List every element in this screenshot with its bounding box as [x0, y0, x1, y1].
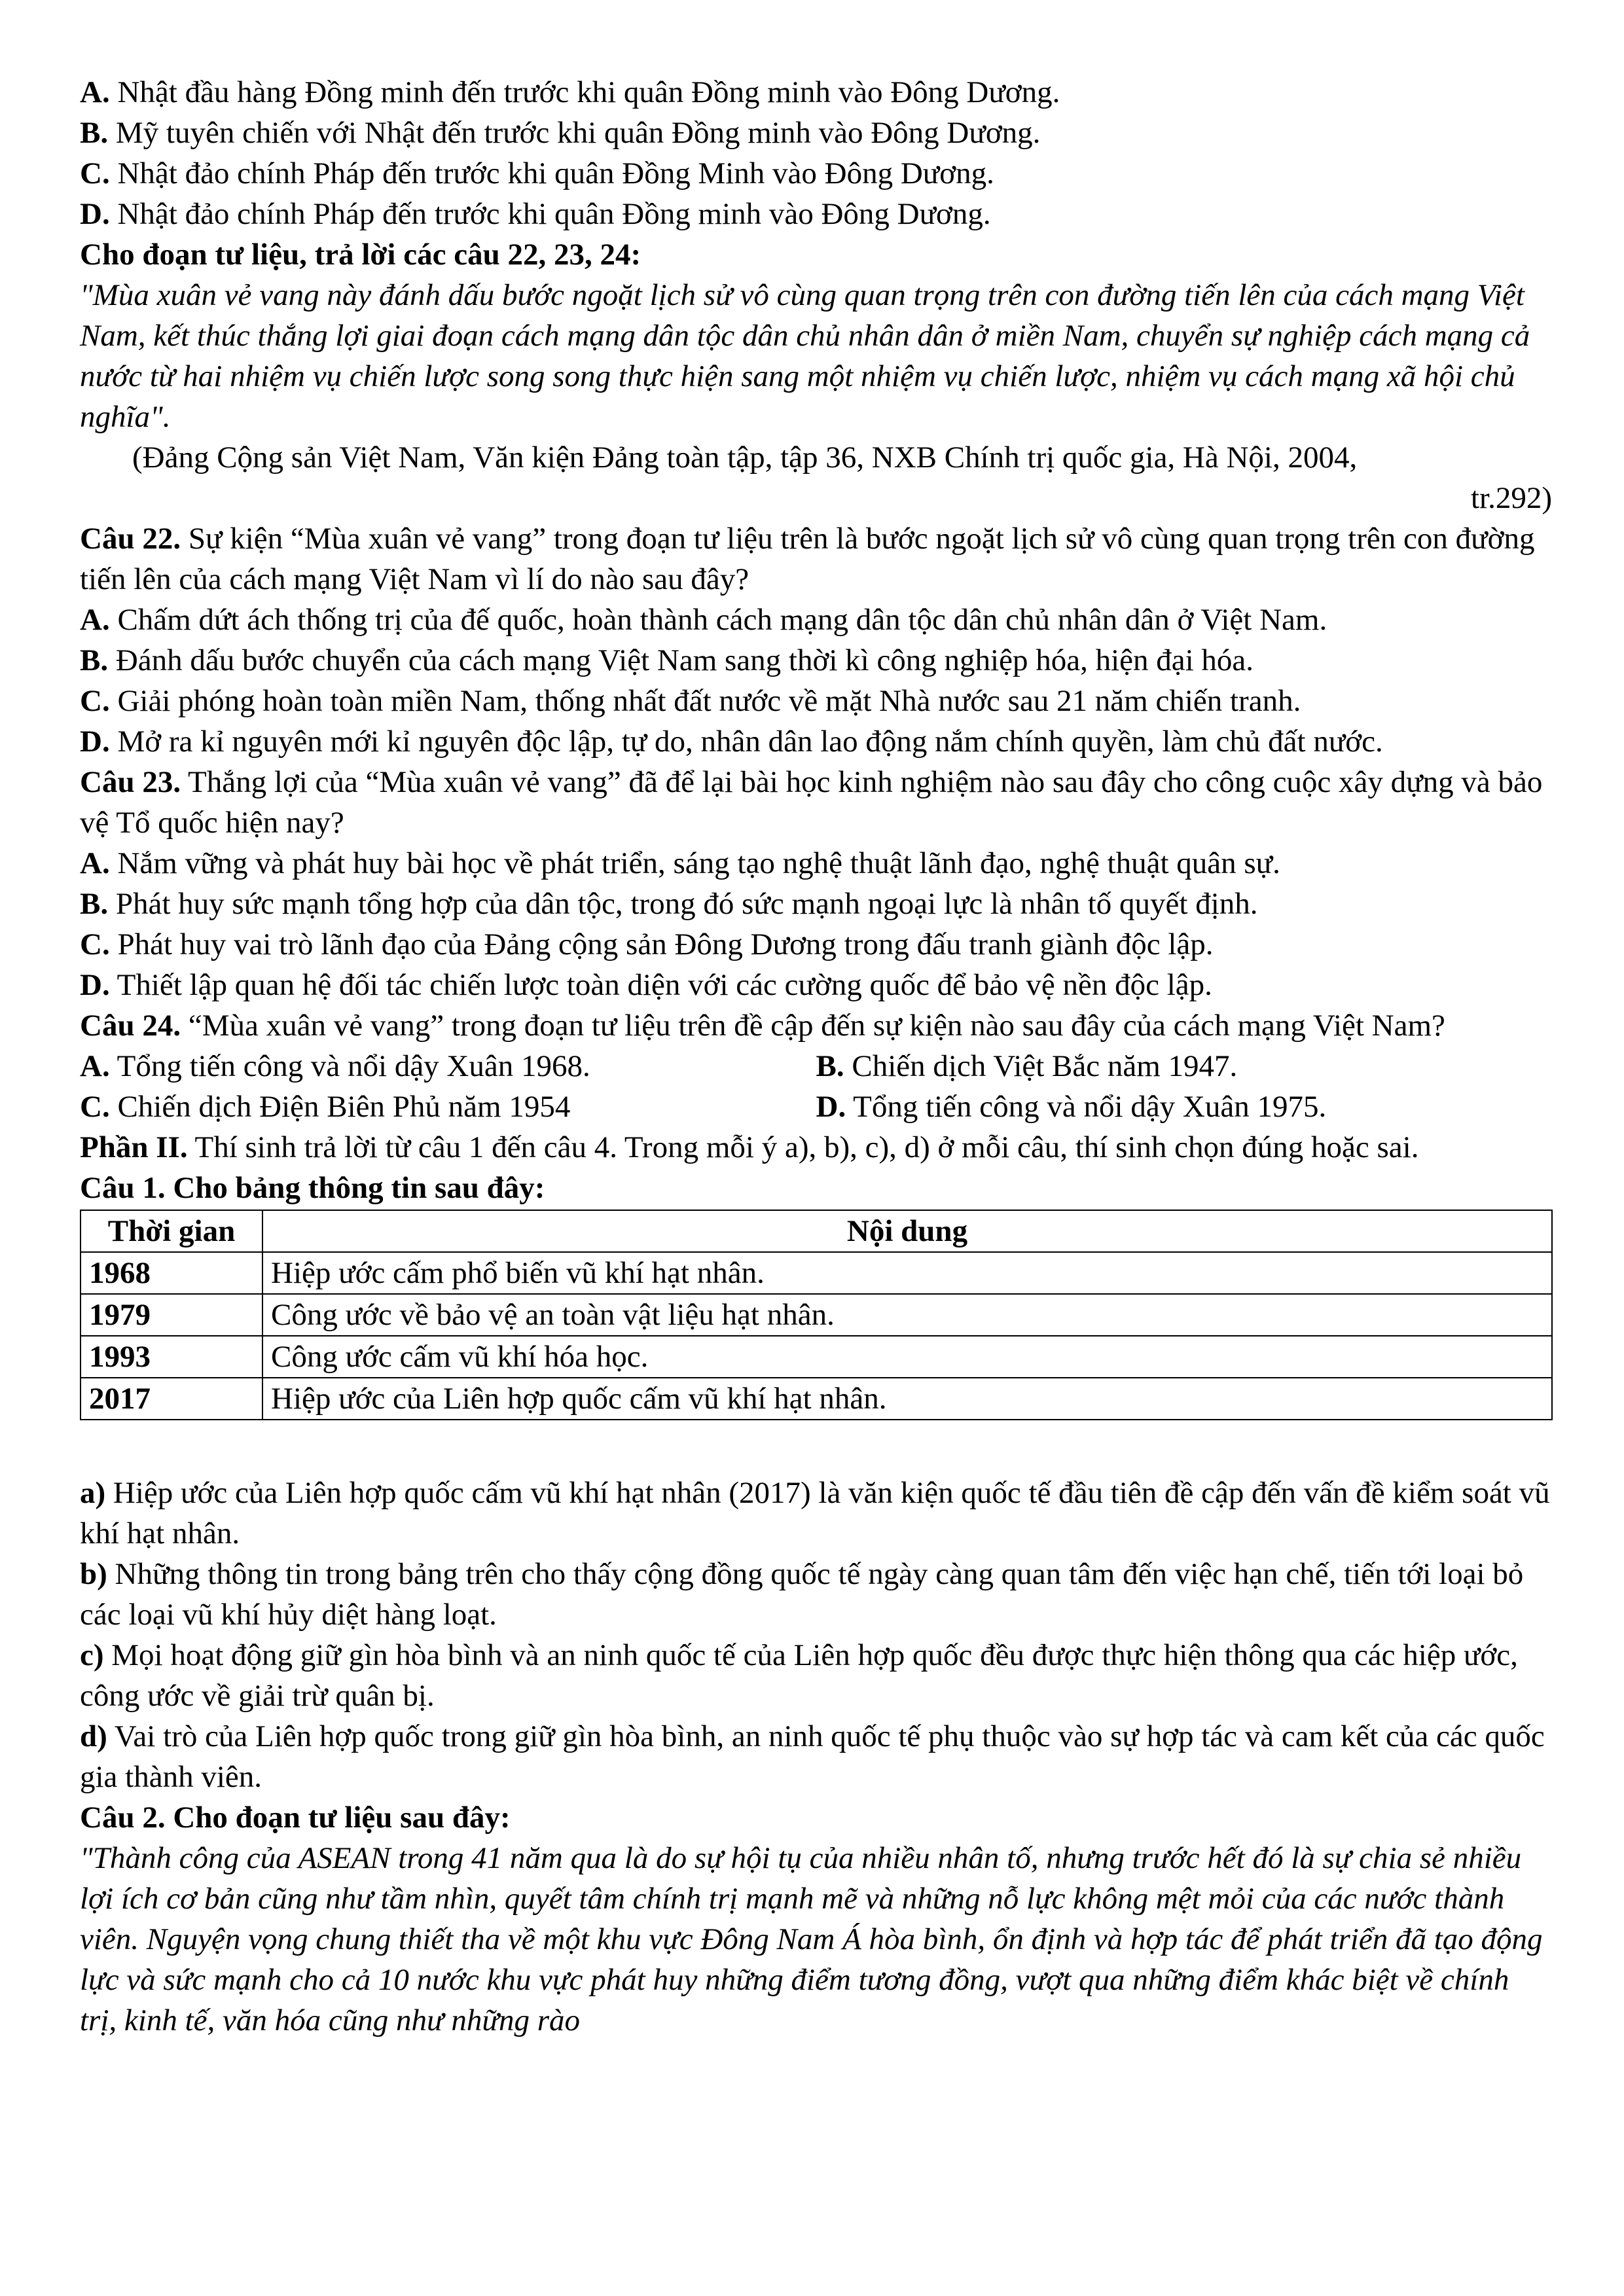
q24-option-b: B. Chiến dịch Việt Bắc năm 1947. [816, 1049, 1238, 1083]
passage1-source-page: tr.292) [1470, 481, 1552, 515]
row-content: Hiệp ước cấm phổ biến vũ khí hạt nhân. [262, 1252, 1552, 1294]
q22-option-d: D. Mở ra kỉ nguyên mới kỉ nguyên độc lập, tự do, nhân dân lao động nắm chính quyền, làm chủ đất nước. [80, 725, 1383, 759]
q21-option-b: B. Mỹ tuyên chiến với Nhật đến trước khi quân Đồng minh vào Đông Dương. [80, 116, 1041, 150]
table-row [81, 1252, 1552, 1294]
q24-option-d: D. Tổng tiến công và nổi dậy Xuân 1975. [816, 1090, 1327, 1124]
row-content: Hiệp ước của Liên hợp quốc cấm vũ khí hạt nhân. [262, 1378, 1552, 1420]
q23-option-d: D. Thiết lập quan hệ đối tác chiến lược toàn diện với các cường quốc để bảo vệ nền độc lập. [80, 968, 1212, 1002]
passage1-source: (Đảng Cộng sản Việt Nam, Văn kiện Đảng toàn tập, tập 36, NXB Chính trị quốc gia, Hà Nội, 2004, [132, 440, 1358, 475]
row-year: 1993 [81, 1336, 262, 1378]
header-time: Thời gian [81, 1210, 262, 1252]
q23-option-b: B. Phát huy sức mạnh tổng hợp của dân tộc, trong đó sức mạnh ngoại lực là nhân tố quyết định. [80, 887, 1258, 921]
row-year: 1979 [81, 1294, 262, 1336]
c1-item-d: d) Vai trò của Liên hợp quốc trong giữ gìn hòa bình, an ninh quốc tế phụ thuộc vào sự hợp tác và cam kết của các quốc gia thành viên. [80, 1719, 1545, 1794]
q24-stem: Câu 24. “Mùa xuân vẻ vang” trong đoạn tư liệu trên đề cập đến sự kiện nào sau đây của cách mạng Việt Nam? [80, 1009, 1445, 1043]
c1-heading: Câu 1. Cho bảng thông tin sau đây: [80, 1171, 545, 1205]
q22-option-a: A. Chấm dứt ách thống trị của đế quốc, hoàn thành cách mạng dân tộc dân chủ nhân dân ở Việt Nam. [80, 603, 1327, 637]
q22-option-b: B. Đánh dấu bước chuyển của cách mạng Việt Nam sang thời kì công nghiệp hóa, hiện đại hóa. [80, 643, 1254, 677]
q22-option-c: C. Giải phóng hoàn toàn miền Nam, thống nhất đất nước về mặt Nhà nước sau 21 năm chiến tranh. [80, 684, 1301, 718]
row-year: 1968 [81, 1252, 262, 1294]
header-content: Nội dung [262, 1210, 1552, 1252]
passage1-quote: "Mùa xuân vẻ vang này đánh dấu bước ngoặt lịch sử vô cùng quan trọng trên con đường tiến lên của cách mạng Việt Nam, kết thúc thắng lợi giai đoạn cách mạng dân tộc dân chủ nhân dân ở miền Nam, chuyển sự nghiệp cách mạng cả nước từ hai nhiệm vụ chiến lược song song thực hiện sang một nhiệm vụ chiến lược, nhiệm vụ cách mạng xã hội chủ nghĩa". [80, 278, 1530, 434]
row-content: Công ước về bảo vệ an toàn vật liệu hạt nhân. [262, 1294, 1552, 1336]
q24-options-row-1 [80, 1046, 1552, 1086]
q23-option-a: A. Nắm vững và phát huy bài học về phát triển, sáng tạo nghệ thuật lãnh đạo, nghệ thuật quân sự. [80, 846, 1280, 880]
q24-option-c: C. Chiến dịch Điện Biên Phủ năm 1954 [80, 1090, 571, 1124]
q21-option-a: A. Nhật đầu hàng Đồng minh đến trước khi quân Đồng minh vào Đông Dương. [80, 75, 1060, 109]
q21-option-d: D. Nhật đảo chính Pháp đến trước khi quân Đồng minh vào Đông Dương. [80, 197, 991, 231]
passage1-heading: Cho đoạn tư liệu, trả lời các câu 22, 23, 24: [80, 238, 641, 272]
q21-option-c: C. Nhật đảo chính Pháp đến trước khi quân Đồng Minh vào Đông Dương. [80, 156, 994, 190]
c2-heading: Câu 2. Cho đoạn tư liệu sau đây: [80, 1801, 511, 1835]
q24-option-a: A. Tổng tiến công và nổi dậy Xuân 1968. [80, 1049, 590, 1083]
table-row [81, 1294, 1552, 1336]
c1-item-b: b) Những thông tin trong bảng trên cho thấy cộng đồng quốc tế ngày càng quan tâm đến việc hạn chế, tiến tới loại bỏ các loại vũ khí hủy diệt hàng loạt. [80, 1557, 1524, 1632]
q24-options-row-2 [80, 1086, 1552, 1127]
c1-item-c: c) Mọi hoạt động giữ gìn hòa bình và an ninh quốc tế của Liên hợp quốc đều được thực hiện thông qua các hiệp ước, công ước về giải trừ quân bị. [80, 1638, 1518, 1713]
spacer [80, 1420, 1552, 1473]
part2-instructions: Phần II. Thí sinh trả lời từ câu 1 đến câu 4. Trong mỗi ý a), b), c), d) ở mỗi câu, thí sinh chọn đúng hoặc sai. [80, 1130, 1419, 1164]
row-year: 2017 [81, 1378, 262, 1420]
table-row [81, 1336, 1552, 1378]
table-header-row [81, 1210, 1552, 1252]
c2-quote: "Thành công của ASEAN trong 41 năm qua là do sự hội tụ của nhiều nhân tố, nhưng trước hết đó là sự chia sẻ nhiều lợi ích cơ bản cũng như tầm nhìn, quyết tâm chính trị mạnh mẽ và những nỗ lực không mệt mỏi của các nước thành viên. Nguyện vọng chung thiết tha về một khu vực Đông Nam Á hòa bình, ổn định và hợp tác để phát triển đã tạo động lực và sức mạnh cho cả 10 nước khu vực phát huy những điểm tương đồng, vượt qua những điểm khác biệt về chính trị, kinh tế, văn hóa cũng như những rào [80, 1841, 1543, 2037]
q22-stem: Câu 22. Sự kiện “Mùa xuân vẻ vang” trong đoạn tư liệu trên là bước ngoặt lịch sử vô cùng quan trọng trên con đường tiến lên của cách mạng Việt Nam vì lí do nào sau đây? [80, 522, 1535, 596]
q23-stem: Câu 23. Thắng lợi của “Mùa xuân vẻ vang” đã để lại bài học kinh nghiệm nào sau đây cho công cuộc xây dựng và bảo vệ Tổ quốc hiện nay? [80, 765, 1543, 840]
row-content: Công ước cấm vũ khí hóa học. [262, 1336, 1552, 1378]
q23-option-c: C. Phát huy vai trò lãnh đạo của Đảng cộng sản Đông Dương trong đấu tranh giành độc lập. [80, 927, 1214, 961]
c1-item-a: a) Hiệp ước của Liên hợp quốc cấm vũ khí hạt nhân (2017) là văn kiện quốc tế đầu tiên đề cập đến vấn đề kiểm soát vũ khí hạt nhân. [80, 1476, 1550, 1551]
table-row [81, 1378, 1552, 1420]
info-table [80, 1210, 1553, 1420]
